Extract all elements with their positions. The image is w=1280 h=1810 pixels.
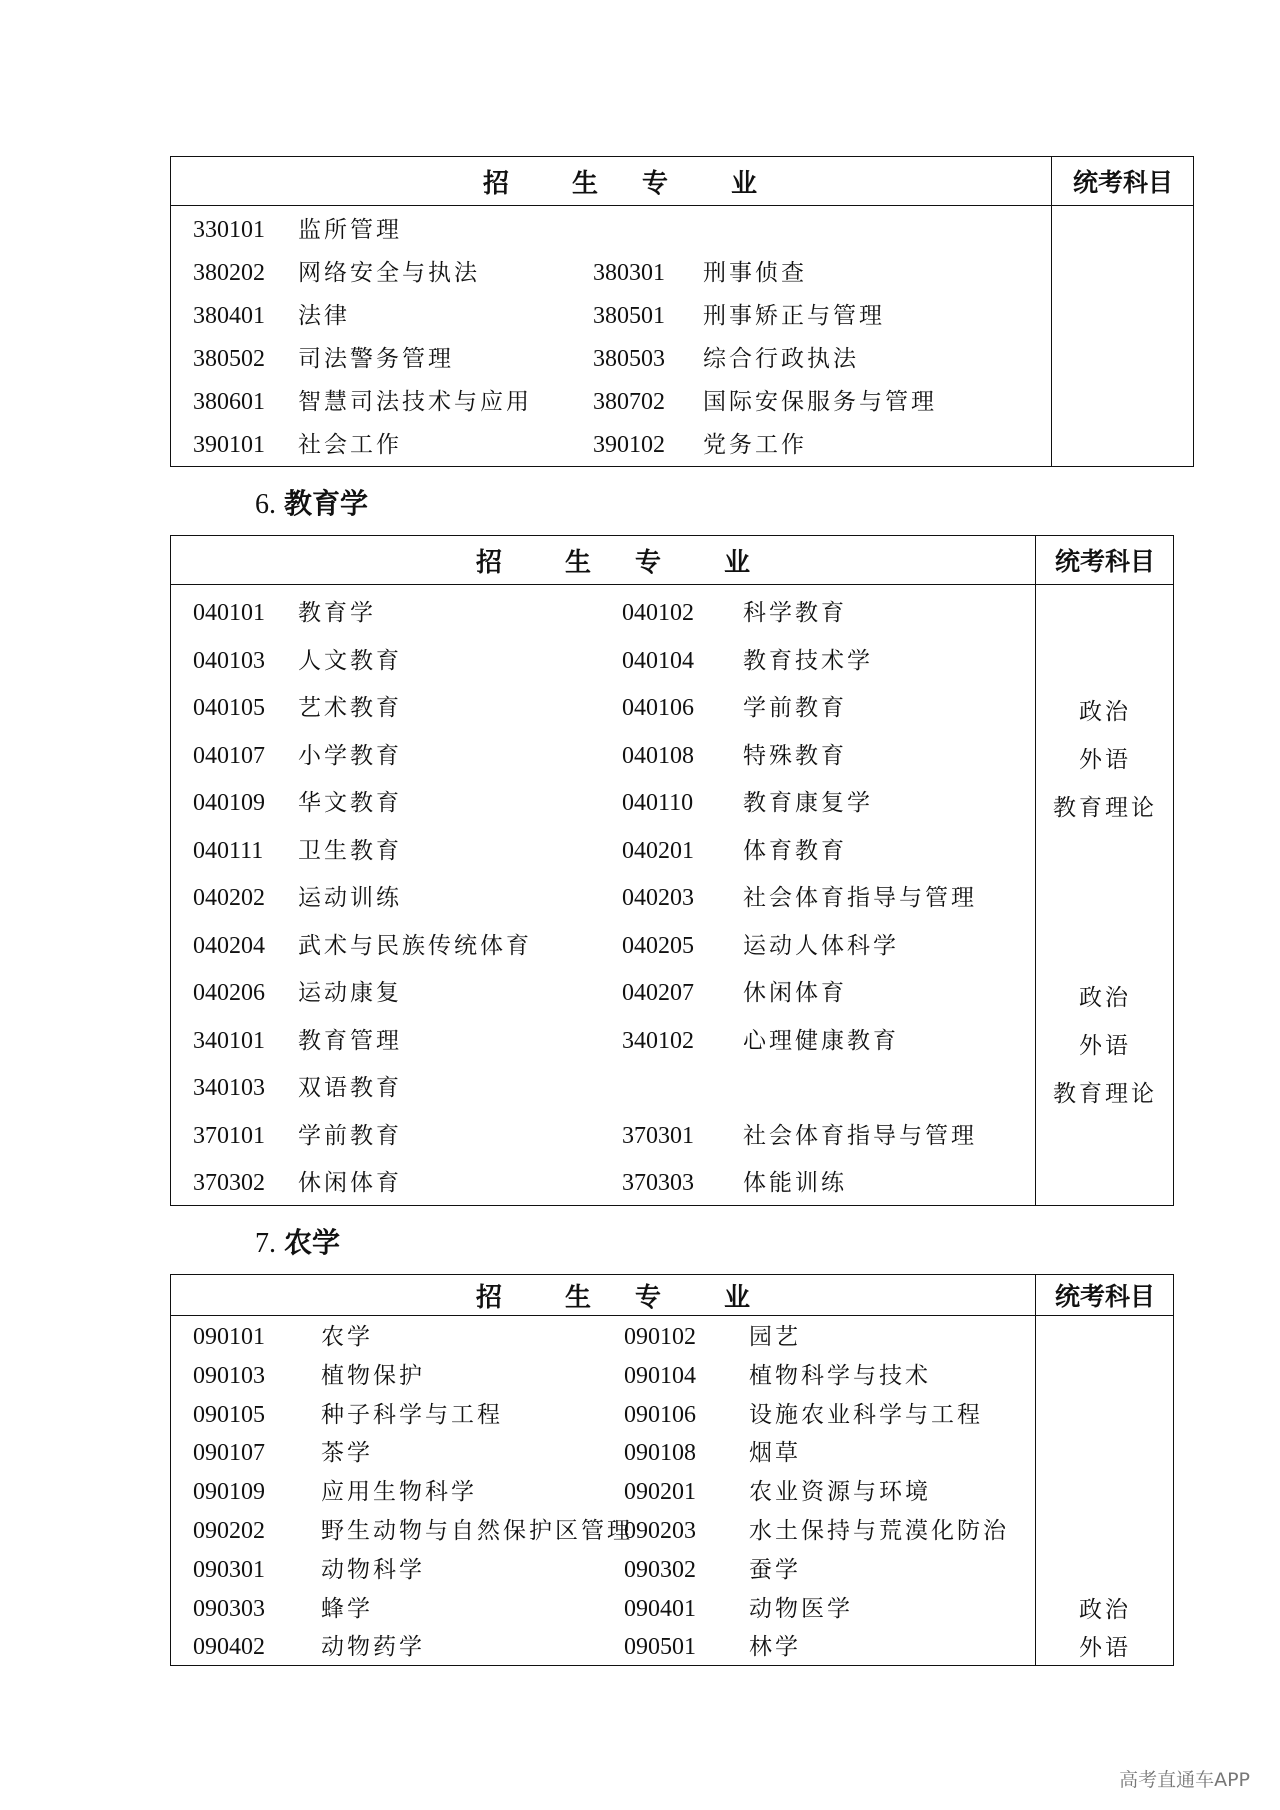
major-name: 刑事矫正与管理 bbox=[703, 303, 885, 329]
major-code: 040107 bbox=[193, 742, 265, 769]
major-name: 社会工作 bbox=[298, 432, 402, 458]
major-code: 040206 bbox=[193, 980, 265, 1006]
major-code: 040104 bbox=[622, 647, 694, 674]
major-name: 特殊教育 bbox=[743, 742, 847, 769]
major-name: 学前教育 bbox=[298, 1122, 402, 1149]
table-agriculture bbox=[170, 1274, 1174, 1666]
major-code: 090201 bbox=[624, 1479, 696, 1506]
header-char: 招 bbox=[476, 1282, 503, 1313]
major-name: 卫生教育 bbox=[298, 837, 402, 864]
table-row bbox=[171, 1552, 1035, 1588]
major-code: 090108 bbox=[624, 1440, 696, 1467]
table-row bbox=[171, 1358, 1035, 1394]
major-name: 烟草 bbox=[749, 1440, 801, 1467]
table-row bbox=[171, 1397, 1035, 1433]
major-name: 茶学 bbox=[321, 1440, 373, 1467]
major-name: 人文教育 bbox=[298, 647, 402, 674]
major-name: 智慧司法技术与应用 bbox=[298, 389, 532, 415]
subject-education-theory: 教育理论 bbox=[1053, 795, 1157, 821]
section-heading-education bbox=[255, 482, 368, 522]
major-code: 090303 bbox=[193, 1595, 265, 1622]
major-name: 学前教育 bbox=[743, 695, 847, 721]
major-code: 040205 bbox=[622, 932, 694, 959]
table-public-security bbox=[170, 156, 1194, 467]
table-row bbox=[171, 1319, 1035, 1355]
table-row bbox=[171, 1116, 1035, 1156]
major-name: 动物医学 bbox=[749, 1595, 853, 1622]
major-code: 090402 bbox=[193, 1634, 265, 1661]
major-name: 应用生物科学 bbox=[321, 1479, 477, 1506]
table-row bbox=[171, 254, 1051, 292]
major-name: 体育教育 bbox=[743, 837, 847, 864]
table-row bbox=[171, 1513, 1035, 1549]
major-code: 380301 bbox=[593, 260, 665, 286]
major-name: 教育管理 bbox=[298, 1027, 402, 1054]
major-name: 小学教育 bbox=[298, 742, 402, 769]
major-code: 040102 bbox=[622, 600, 694, 626]
major-name: 司法警务管理 bbox=[298, 346, 454, 372]
subject-foreign-language: 外语 bbox=[1079, 1635, 1131, 1661]
major-name: 体能训练 bbox=[743, 1170, 847, 1196]
major-code: 040202 bbox=[193, 885, 265, 911]
major-name: 法律 bbox=[298, 303, 350, 329]
major-name: 野生动物与自然保护区管理 bbox=[321, 1518, 633, 1544]
table-row bbox=[171, 1163, 1035, 1203]
major-name: 运动训练 bbox=[298, 885, 402, 911]
major-code: 340103 bbox=[193, 1075, 265, 1101]
major-code: 380702 bbox=[593, 389, 665, 415]
header-char: 专 bbox=[642, 168, 669, 199]
header-major-label bbox=[483, 157, 771, 205]
header-char: 招 bbox=[483, 168, 510, 199]
table-row bbox=[171, 1629, 1035, 1665]
major-code: 090302 bbox=[624, 1556, 696, 1583]
table-header bbox=[171, 536, 1173, 585]
table-header bbox=[171, 157, 1193, 206]
section-number: 7. bbox=[255, 1228, 276, 1259]
table-row bbox=[171, 1474, 1035, 1510]
section-number: 6. bbox=[255, 489, 276, 520]
major-code: 380202 bbox=[193, 260, 265, 286]
major-name: 植物科学与技术 bbox=[749, 1362, 931, 1389]
subject-education-theory: 教育理论 bbox=[1053, 1081, 1157, 1107]
major-code: 090103 bbox=[193, 1362, 265, 1389]
table-row bbox=[171, 973, 1035, 1013]
major-code: 040101 bbox=[193, 600, 265, 626]
major-code: 040103 bbox=[193, 647, 265, 674]
major-name: 教育康复学 bbox=[743, 790, 873, 816]
subject-political: 政治 bbox=[1079, 699, 1131, 725]
table-row bbox=[171, 297, 1051, 335]
table-row bbox=[171, 383, 1051, 421]
header-char: 生 bbox=[565, 1282, 592, 1313]
major-code: 040207 bbox=[622, 980, 694, 1006]
major-name: 心理健康教育 bbox=[743, 1027, 899, 1054]
major-code: 090101 bbox=[193, 1324, 265, 1350]
major-name: 农业资源与环境 bbox=[749, 1479, 931, 1506]
major-code: 370303 bbox=[622, 1170, 694, 1196]
header-char: 生 bbox=[572, 168, 599, 199]
major-code: 040203 bbox=[622, 885, 694, 911]
table-row bbox=[171, 688, 1035, 728]
major-code: 090107 bbox=[193, 1440, 265, 1467]
major-name: 刑事侦查 bbox=[703, 260, 807, 286]
major-name: 水土保持与荒漠化防治 bbox=[749, 1518, 1009, 1544]
major-code: 380503 bbox=[593, 346, 665, 372]
major-name: 教育学 bbox=[298, 600, 376, 626]
major-name: 运动康复 bbox=[298, 980, 402, 1006]
major-name: 国际安保服务与管理 bbox=[703, 389, 937, 415]
major-code: 040110 bbox=[622, 790, 694, 816]
major-code: 340101 bbox=[193, 1027, 265, 1054]
major-name: 动物科学 bbox=[321, 1556, 425, 1583]
table-row bbox=[171, 340, 1051, 378]
major-name: 蚕学 bbox=[749, 1556, 801, 1583]
header-subject-label: 统考科目 bbox=[1054, 1282, 1155, 1311]
major-code: 380601 bbox=[193, 389, 265, 415]
table-row bbox=[171, 926, 1035, 966]
header-major-label bbox=[476, 1275, 764, 1315]
major-code: 380502 bbox=[193, 346, 265, 372]
table-row bbox=[171, 831, 1035, 871]
major-code: 090501 bbox=[624, 1634, 696, 1661]
header-char: 生 bbox=[565, 547, 592, 578]
major-code: 370301 bbox=[622, 1122, 694, 1149]
major-code: 090105 bbox=[193, 1401, 265, 1428]
section-heading-agriculture bbox=[255, 1221, 340, 1261]
major-name: 蜂学 bbox=[321, 1595, 373, 1622]
table-row bbox=[171, 1591, 1035, 1627]
major-name: 园艺 bbox=[749, 1324, 801, 1350]
major-code: 090301 bbox=[193, 1556, 265, 1583]
major-code: 380501 bbox=[593, 303, 665, 329]
table-row bbox=[171, 641, 1035, 681]
header-char: 业 bbox=[724, 547, 751, 578]
major-code: 330101 bbox=[193, 217, 265, 243]
major-name: 教育技术学 bbox=[743, 647, 873, 674]
column-divider bbox=[1035, 536, 1036, 1205]
major-name: 设施农业科学与工程 bbox=[749, 1401, 983, 1428]
major-code: 380401 bbox=[193, 303, 265, 329]
major-name: 休闲体育 bbox=[743, 980, 847, 1006]
major-code: 340102 bbox=[622, 1027, 694, 1054]
header-char: 专 bbox=[635, 547, 662, 578]
major-code: 090106 bbox=[624, 1401, 696, 1428]
table-education bbox=[170, 535, 1174, 1206]
table-row bbox=[171, 1435, 1035, 1471]
major-name: 科学教育 bbox=[743, 600, 847, 626]
major-name: 监所管理 bbox=[298, 217, 402, 243]
major-name: 农学 bbox=[321, 1324, 373, 1350]
major-code: 390101 bbox=[193, 432, 265, 458]
major-name: 双语教育 bbox=[298, 1075, 402, 1101]
major-name: 林学 bbox=[749, 1634, 801, 1661]
major-name: 休闲体育 bbox=[298, 1170, 402, 1196]
header-char: 业 bbox=[724, 1282, 751, 1313]
major-name: 武术与民族传统体育 bbox=[298, 932, 532, 959]
header-char: 专 bbox=[635, 1282, 662, 1313]
major-code: 090104 bbox=[624, 1362, 696, 1389]
table-row bbox=[171, 1068, 1035, 1108]
major-code: 040108 bbox=[622, 742, 694, 769]
major-code: 040105 bbox=[193, 695, 265, 721]
header-major-label bbox=[476, 536, 764, 584]
major-code: 090202 bbox=[193, 1518, 265, 1544]
subject-foreign-language: 外语 bbox=[1079, 1033, 1131, 1059]
subject-political: 政治 bbox=[1079, 1597, 1131, 1623]
major-name: 网络安全与执法 bbox=[298, 260, 480, 286]
major-name: 华文教育 bbox=[298, 790, 402, 816]
major-code: 390102 bbox=[593, 432, 665, 458]
major-code: 040109 bbox=[193, 790, 265, 816]
major-code: 040201 bbox=[622, 837, 694, 864]
major-code: 090401 bbox=[624, 1595, 696, 1622]
header-subject-label: 统考科目 bbox=[1072, 168, 1173, 197]
watermark-text: 高考直通车APP bbox=[1119, 1769, 1250, 1791]
major-code: 370101 bbox=[193, 1122, 265, 1149]
header-char: 招 bbox=[476, 547, 503, 578]
table-row bbox=[171, 211, 1051, 249]
major-code: 370302 bbox=[193, 1170, 265, 1196]
major-name: 植物保护 bbox=[321, 1362, 425, 1389]
table-row bbox=[171, 426, 1051, 464]
section-title: 农学 bbox=[284, 1226, 341, 1259]
major-code: 040111 bbox=[193, 837, 264, 864]
major-name: 运动人体科学 bbox=[743, 932, 899, 959]
major-name: 种子科学与工程 bbox=[321, 1401, 503, 1428]
table-header bbox=[171, 1275, 1173, 1316]
major-name: 综合行政执法 bbox=[703, 346, 859, 372]
subject-foreign-language: 外语 bbox=[1079, 747, 1131, 773]
major-code: 090203 bbox=[624, 1518, 696, 1544]
major-code: 040106 bbox=[622, 695, 694, 721]
table-row bbox=[171, 878, 1035, 918]
major-code: 090109 bbox=[193, 1479, 265, 1506]
subject-political: 政治 bbox=[1079, 985, 1131, 1011]
major-name: 社会体育指导与管理 bbox=[743, 885, 977, 911]
table-row bbox=[171, 783, 1035, 823]
header-char: 业 bbox=[731, 168, 758, 199]
column-divider bbox=[1051, 157, 1052, 466]
major-name: 党务工作 bbox=[703, 432, 807, 458]
section-title: 教育学 bbox=[284, 487, 369, 520]
column-divider bbox=[1035, 1275, 1036, 1665]
major-name: 艺术教育 bbox=[298, 695, 402, 721]
major-code: 040204 bbox=[193, 932, 265, 959]
table-row bbox=[171, 736, 1035, 776]
major-name: 动物药学 bbox=[321, 1634, 425, 1661]
major-name: 社会体育指导与管理 bbox=[743, 1122, 977, 1149]
major-code: 090102 bbox=[624, 1324, 696, 1350]
header-subject-label: 统考科目 bbox=[1054, 547, 1155, 576]
table-row bbox=[171, 1021, 1035, 1061]
table-row bbox=[171, 593, 1035, 633]
